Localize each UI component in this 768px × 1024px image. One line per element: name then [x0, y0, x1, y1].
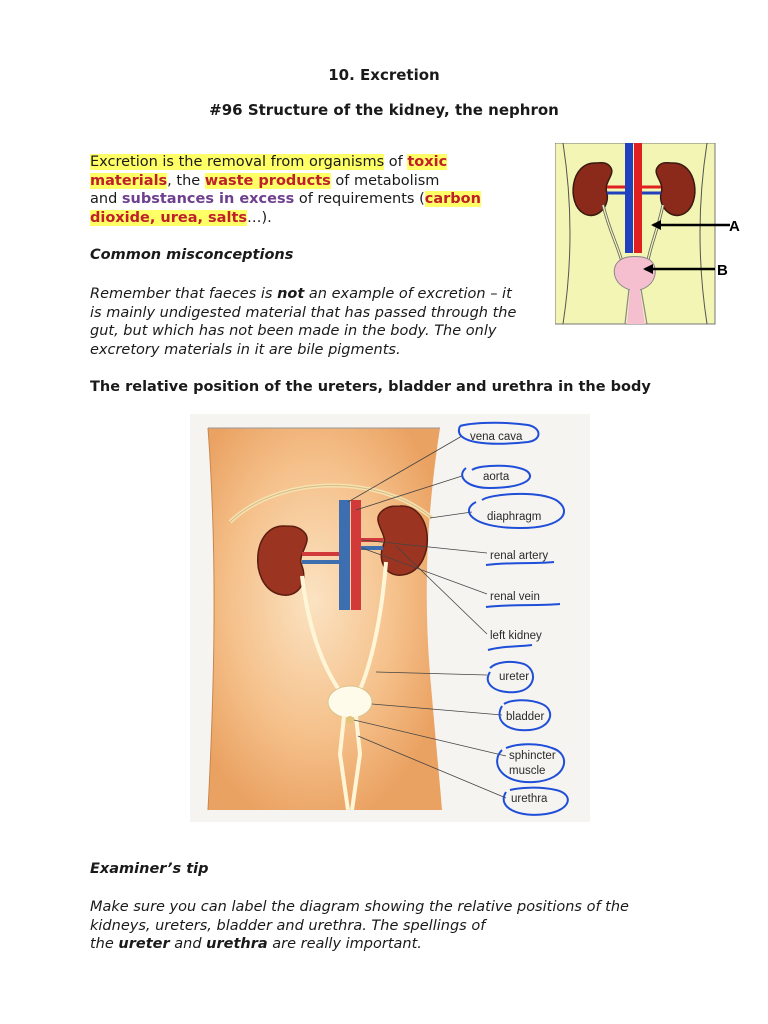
small-urinary-diagram: [555, 143, 745, 325]
tip-heading: Examiner’s tip: [90, 861, 209, 877]
misconceptions-paragraph: Remember that faeces is not an example of excretion – it is mainly undigested material that has passed through the gut, but which has not been made in the body. The only excretory materials in it are bile pigments.: [90, 286, 517, 358]
bladder-shape: [328, 686, 372, 718]
emphasis-urethra: urethra: [206, 936, 268, 952]
emphasis-not: not: [277, 286, 305, 302]
definition-text: Excretion is the removal from organisms: [90, 154, 385, 170]
keyword-carbon: carbon: [424, 191, 481, 207]
label-urethra: urethra: [511, 793, 548, 805]
definition-paragraph: Excretion is the removal from organisms of toxic materials, the waste products of metabolism and substances in excess of requirements (carbon dioxide, urea, salts…).: [90, 154, 481, 226]
label-aorta: aorta: [483, 471, 510, 483]
emphasis-ureter: ureter: [118, 936, 170, 952]
label-diaphragm: diaphragm: [487, 511, 542, 523]
keyword-materials: materials: [90, 172, 168, 189]
label-renal-vein: renal vein: [490, 591, 540, 603]
label-renal-artery: renal artery: [490, 550, 549, 562]
vena-cava-icon: [625, 143, 633, 253]
label-bladder: bladder: [506, 711, 545, 723]
body-urinary-diagram: [190, 414, 590, 822]
label-a: A: [729, 218, 740, 235]
label-left-kidney: left kidney: [490, 630, 542, 642]
keyword-substances-in-excess: substances in excess: [121, 191, 295, 207]
keyword-toxic: toxic: [407, 154, 448, 170]
label-vena-cava: vena cava: [470, 431, 523, 443]
chapter-title: 10. Excretion: [328, 66, 440, 84]
label-muscle: muscle: [509, 765, 546, 777]
misconceptions-heading: Common misconceptions: [90, 247, 294, 263]
keyword-dioxide-urea-salts: dioxide, urea, salts: [90, 209, 248, 226]
aorta-icon: [634, 143, 642, 253]
label-sphincter: sphincter: [509, 750, 556, 762]
vena-cava-vessel: [339, 500, 350, 610]
sphincter-shape: [346, 716, 354, 724]
position-heading: The relative position of the ureters, bladder and urethra in the body: [90, 379, 651, 395]
aorta-vessel: [351, 500, 361, 610]
label-ureter: ureter: [499, 671, 530, 683]
keyword-waste-products: waste products: [204, 172, 331, 189]
kidney-right-icon: [258, 526, 307, 595]
tip-paragraph: Make sure you can label the diagram showing the relative positions of the kidneys, ureters, bladder and urethra. The spellings of the ureter and urethra are really important.: [90, 899, 629, 952]
label-b: B: [717, 262, 728, 279]
topic-title: #96 Structure of the kidney, the nephron: [209, 101, 559, 119]
